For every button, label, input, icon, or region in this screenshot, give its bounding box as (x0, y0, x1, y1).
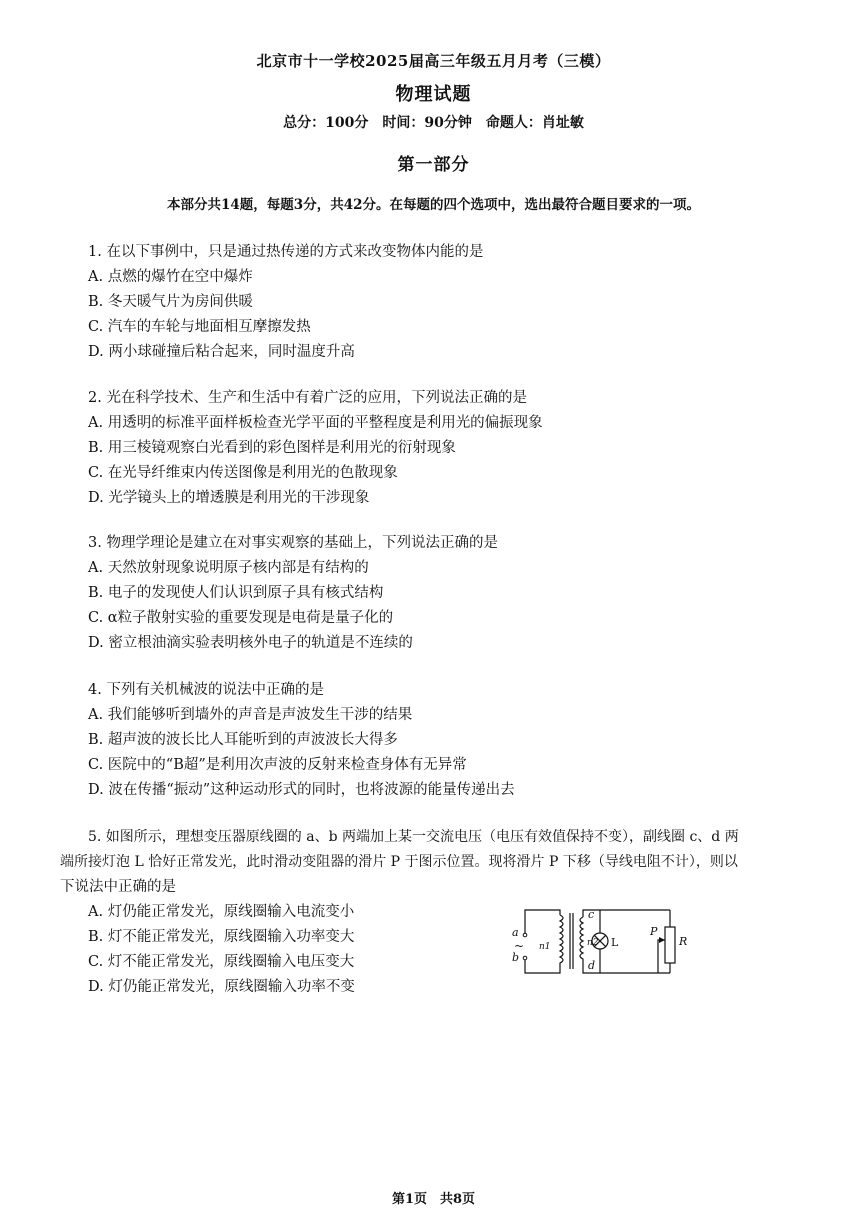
option-a: A. 点燃的爆竹在空中爆炸 (88, 269, 253, 285)
page-footer: 第1页 共8页 (391, 1192, 476, 1207)
question-stem: 1. 在以下事例中，只是通过热传递的方式来改变物体内能的是 (88, 244, 484, 260)
part-instruction: 本部分共14题，每题3分，共42分。在每题的四个选项中，选出最符合题目要求的一项。 (167, 197, 700, 213)
label-a: a (512, 926, 519, 939)
option-d: D. 密立根油滴实验表明核外电子的轨道是不连续的 (88, 635, 413, 651)
ac-source-symbol: ~ (514, 939, 525, 953)
option-b: B. 灯不能正常发光，原线圈输入功率变大 (88, 929, 355, 945)
option-b: B. 冬天暖气片为房间供暖 (88, 294, 253, 310)
option-a: A. 用透明的标准平面样板检查光学平面的平整程度是利用光的偏振现象 (88, 415, 543, 431)
question-stem-line-3: 下说法中正确的是 (60, 879, 176, 895)
option-b: B. 用三棱镜观察白光看到的彩色图样是利用光的衍射现象 (88, 440, 456, 456)
label-r: R (679, 935, 688, 948)
question-stem: 2. 光在科学技术、生产和生活中有着广泛的应用，下列说法正确的是 (88, 390, 527, 406)
option-c: C. 汽车的车轮与地面相互摩擦发热 (88, 319, 311, 335)
label-d: d (588, 959, 596, 972)
question-stem-line-2: 端所接灯泡 L 恰好正常发光，此时滑动变阻器的滑片 P 于图示位置。现将滑片 P 下移（导线电阻不计），则以 (60, 854, 738, 870)
option-d: D. 光学镜头上的增透膜是利用光的干涉现象 (88, 490, 370, 506)
exam-school-title: 北京市十一学校2025届高三年级五月月考（三模） (256, 52, 611, 70)
label-c: c (588, 908, 595, 921)
exam-subject-title: 物理试题 (395, 84, 472, 105)
option-d: D. 波在传播“振动”这种运动形式的同时，也将波源的能量传递出去 (88, 782, 515, 798)
label-b: b (512, 951, 520, 964)
question-stem: 4. 下列有关机械波的说法中正确的是 (88, 682, 324, 698)
option-c: C. α粒子散射实验的重要发现是电荷是量子化的 (88, 610, 394, 626)
option-a: A. 灯仍能正常发光，原线圈输入电流变小 (88, 904, 355, 920)
label-p: P (650, 925, 658, 938)
option-d: D. 灯仍能正常发光，原线圈输入功率不变 (88, 979, 355, 995)
option-c: C. 医院中的“B超”是利用次声波的反射来检查身体有无异常 (88, 757, 467, 773)
question-stem: 3. 物理学理论是建立在对事实观察的基础上，下列说法正确的是 (88, 535, 498, 551)
option-b: B. 超声波的波长比人耳能听到的声波波长大得多 (88, 732, 398, 748)
option-b: B. 电子的发现使人们认识到原子具有核式结构 (88, 585, 384, 601)
transformer-circuit-diagram (500, 905, 700, 981)
option-c: C. 灯不能正常发光，原线圈输入电压变大 (88, 954, 355, 970)
option-c: C. 在光导纤维束内传送图像是利用光的色散现象 (88, 465, 398, 481)
option-a: A. 我们能够听到墙外的声音是声波发生干涉的结果 (88, 707, 413, 723)
label-lamp: L (611, 936, 619, 949)
option-a: A. 天然放射现象说明原子核内部是有结构的 (88, 560, 369, 576)
option-d: D. 两小球碰撞后粘合起来，同时温度升高 (88, 344, 355, 360)
part-title: 第一部分 (397, 155, 470, 175)
exam-meta-info: 总分：100分 时间：90分钟 命题人：肖址敏 (283, 115, 584, 131)
label-n2: n2 (587, 938, 599, 948)
question-stem-line-1: 5. 如图所示，理想变压器原线圈的 a、b 两端加上某一交流电压（电压有效值保持不变），副线圈 c、d 两 (88, 829, 739, 845)
label-n1: n1 (539, 942, 551, 952)
